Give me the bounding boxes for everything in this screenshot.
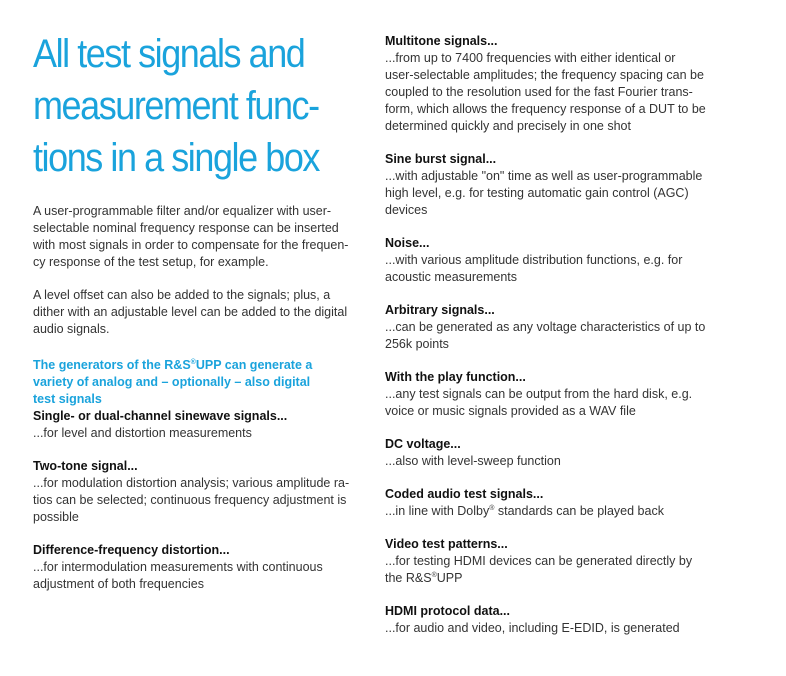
signal-item: [385, 536, 730, 587]
right-column: [385, 33, 730, 637]
signal-item: [33, 408, 363, 442]
signal-item-title: Noise...: [385, 236, 430, 250]
text-line: A level offset can also be added to the signals; plus, a: [33, 288, 331, 302]
text-line: form, which allows the frequency response of a DUT to be: [385, 102, 706, 116]
generators-highlight: [33, 357, 363, 408]
signal-item-description: [33, 559, 363, 593]
signal-item-title: Sine burst signal...: [385, 152, 497, 166]
text-line: devices: [385, 203, 428, 217]
highlight-line: variety of analog and – optionally – also digital: [33, 375, 311, 389]
signal-item-title: HDMI protocol data...: [385, 604, 510, 618]
page-headline: [33, 28, 366, 184]
signal-item: [33, 542, 363, 593]
signal-item-title: Single- or dual-channel sinewave signals...: [33, 409, 288, 423]
highlight-line: The generators of the R&S®UPP can generate a: [33, 358, 313, 372]
signal-item-title: Two-tone signal...: [33, 459, 138, 473]
signal-item: [33, 458, 363, 526]
signal-item: [385, 235, 730, 286]
text-line: high level, e.g. for testing automatic gain control (AGC): [385, 186, 689, 200]
signal-item-description: [385, 386, 730, 420]
text-line: acoustic measurements: [385, 270, 518, 284]
text-line: determined quickly and precisely in one shot: [385, 119, 631, 133]
text-line: coupled to the resolution used for the fast Fourier trans-: [385, 85, 693, 99]
signal-item-title: Difference-frequency distortion...: [33, 543, 230, 557]
signal-item: [385, 369, 730, 420]
signal-item-title: DC voltage...: [385, 437, 461, 451]
signal-item-description: [385, 453, 730, 470]
signal-item-description: [385, 620, 730, 637]
signal-item: [385, 436, 730, 470]
text-line: possible: [33, 510, 79, 524]
text-line: adjustment of both frequencies: [33, 577, 204, 591]
headline-line: All test signals and: [33, 32, 305, 76]
signal-item: [385, 603, 730, 637]
text-line: the R&S®UPP: [385, 571, 463, 585]
text-line: A user-programmable filter and/or equalizer with user-: [33, 204, 332, 218]
headline-line: tions in a single box: [33, 136, 319, 180]
signal-item-title: Coded audio test signals...: [385, 487, 544, 501]
signal-item: [385, 302, 730, 353]
signal-item-title: Arbitrary signals...: [385, 303, 495, 317]
text-line: ...with adjustable "on" time as well as user-programmable: [385, 169, 703, 183]
signal-item: [385, 33, 730, 135]
text-line: tios can be selected; continuous frequency adjustment is: [33, 493, 347, 507]
text-line: ...for intermodulation measurements with continuous: [33, 560, 323, 574]
signal-item-description: [33, 475, 363, 526]
text-line: ...for audio and video, including E-EDID, is generated: [385, 621, 680, 635]
signal-item-title: Video test patterns...: [385, 537, 508, 551]
text-line: ...for modulation distortion analysis; various amplitude ra-: [33, 476, 350, 490]
signal-item-description: [385, 319, 730, 353]
text-line: ...for level and distortion measurements: [33, 426, 252, 440]
text-line: user-selectable amplitudes; the frequency spacing can be: [385, 68, 704, 82]
intro-paragraph-filter: [33, 203, 363, 271]
signal-item-description: [385, 553, 730, 587]
text-line: ...also with level-sweep function: [385, 454, 561, 468]
text-line: dither with an adjustable level can be added to the digital: [33, 305, 348, 319]
text-line: ...in line with Dolby® standards can be played back: [385, 504, 664, 518]
signal-item-description: [385, 50, 730, 135]
text-line: with most signals in order to compensate for the frequen-: [33, 238, 349, 252]
signal-item: [385, 486, 730, 520]
signal-item: [385, 151, 730, 219]
text-line: ...can be generated as any voltage characteristics of up to: [385, 320, 706, 334]
headline-line: measurement func-: [33, 84, 319, 128]
text-line: voice or music signals provided as a WAV file: [385, 404, 636, 418]
signal-item-description: [33, 425, 363, 442]
text-line: ...for testing HDMI devices can be generated directly by: [385, 554, 693, 568]
intro-paragraph-level-offset: [33, 287, 363, 338]
text-line: 256k points: [385, 337, 449, 351]
signal-item-title: Multitone signals...: [385, 34, 498, 48]
signal-item-description: [385, 503, 730, 520]
text-line: audio signals.: [33, 322, 110, 336]
text-line: ...from up to 7400 frequencies with either identical or: [385, 51, 676, 65]
signal-item-description: [385, 252, 730, 286]
text-line: selectable nominal frequency response can be inserted: [33, 221, 339, 235]
left-column: [33, 28, 363, 593]
highlight-line: test signals: [33, 392, 102, 406]
signal-item-title: With the play function...: [385, 370, 526, 384]
text-line: cy response of the test setup, for example.: [33, 255, 269, 269]
signal-item-description: [385, 168, 730, 219]
text-line: ...any test signals can be output from the hard disk, e.g.: [385, 387, 693, 401]
text-line: ...with various amplitude distribution functions, e.g. for: [385, 253, 683, 267]
